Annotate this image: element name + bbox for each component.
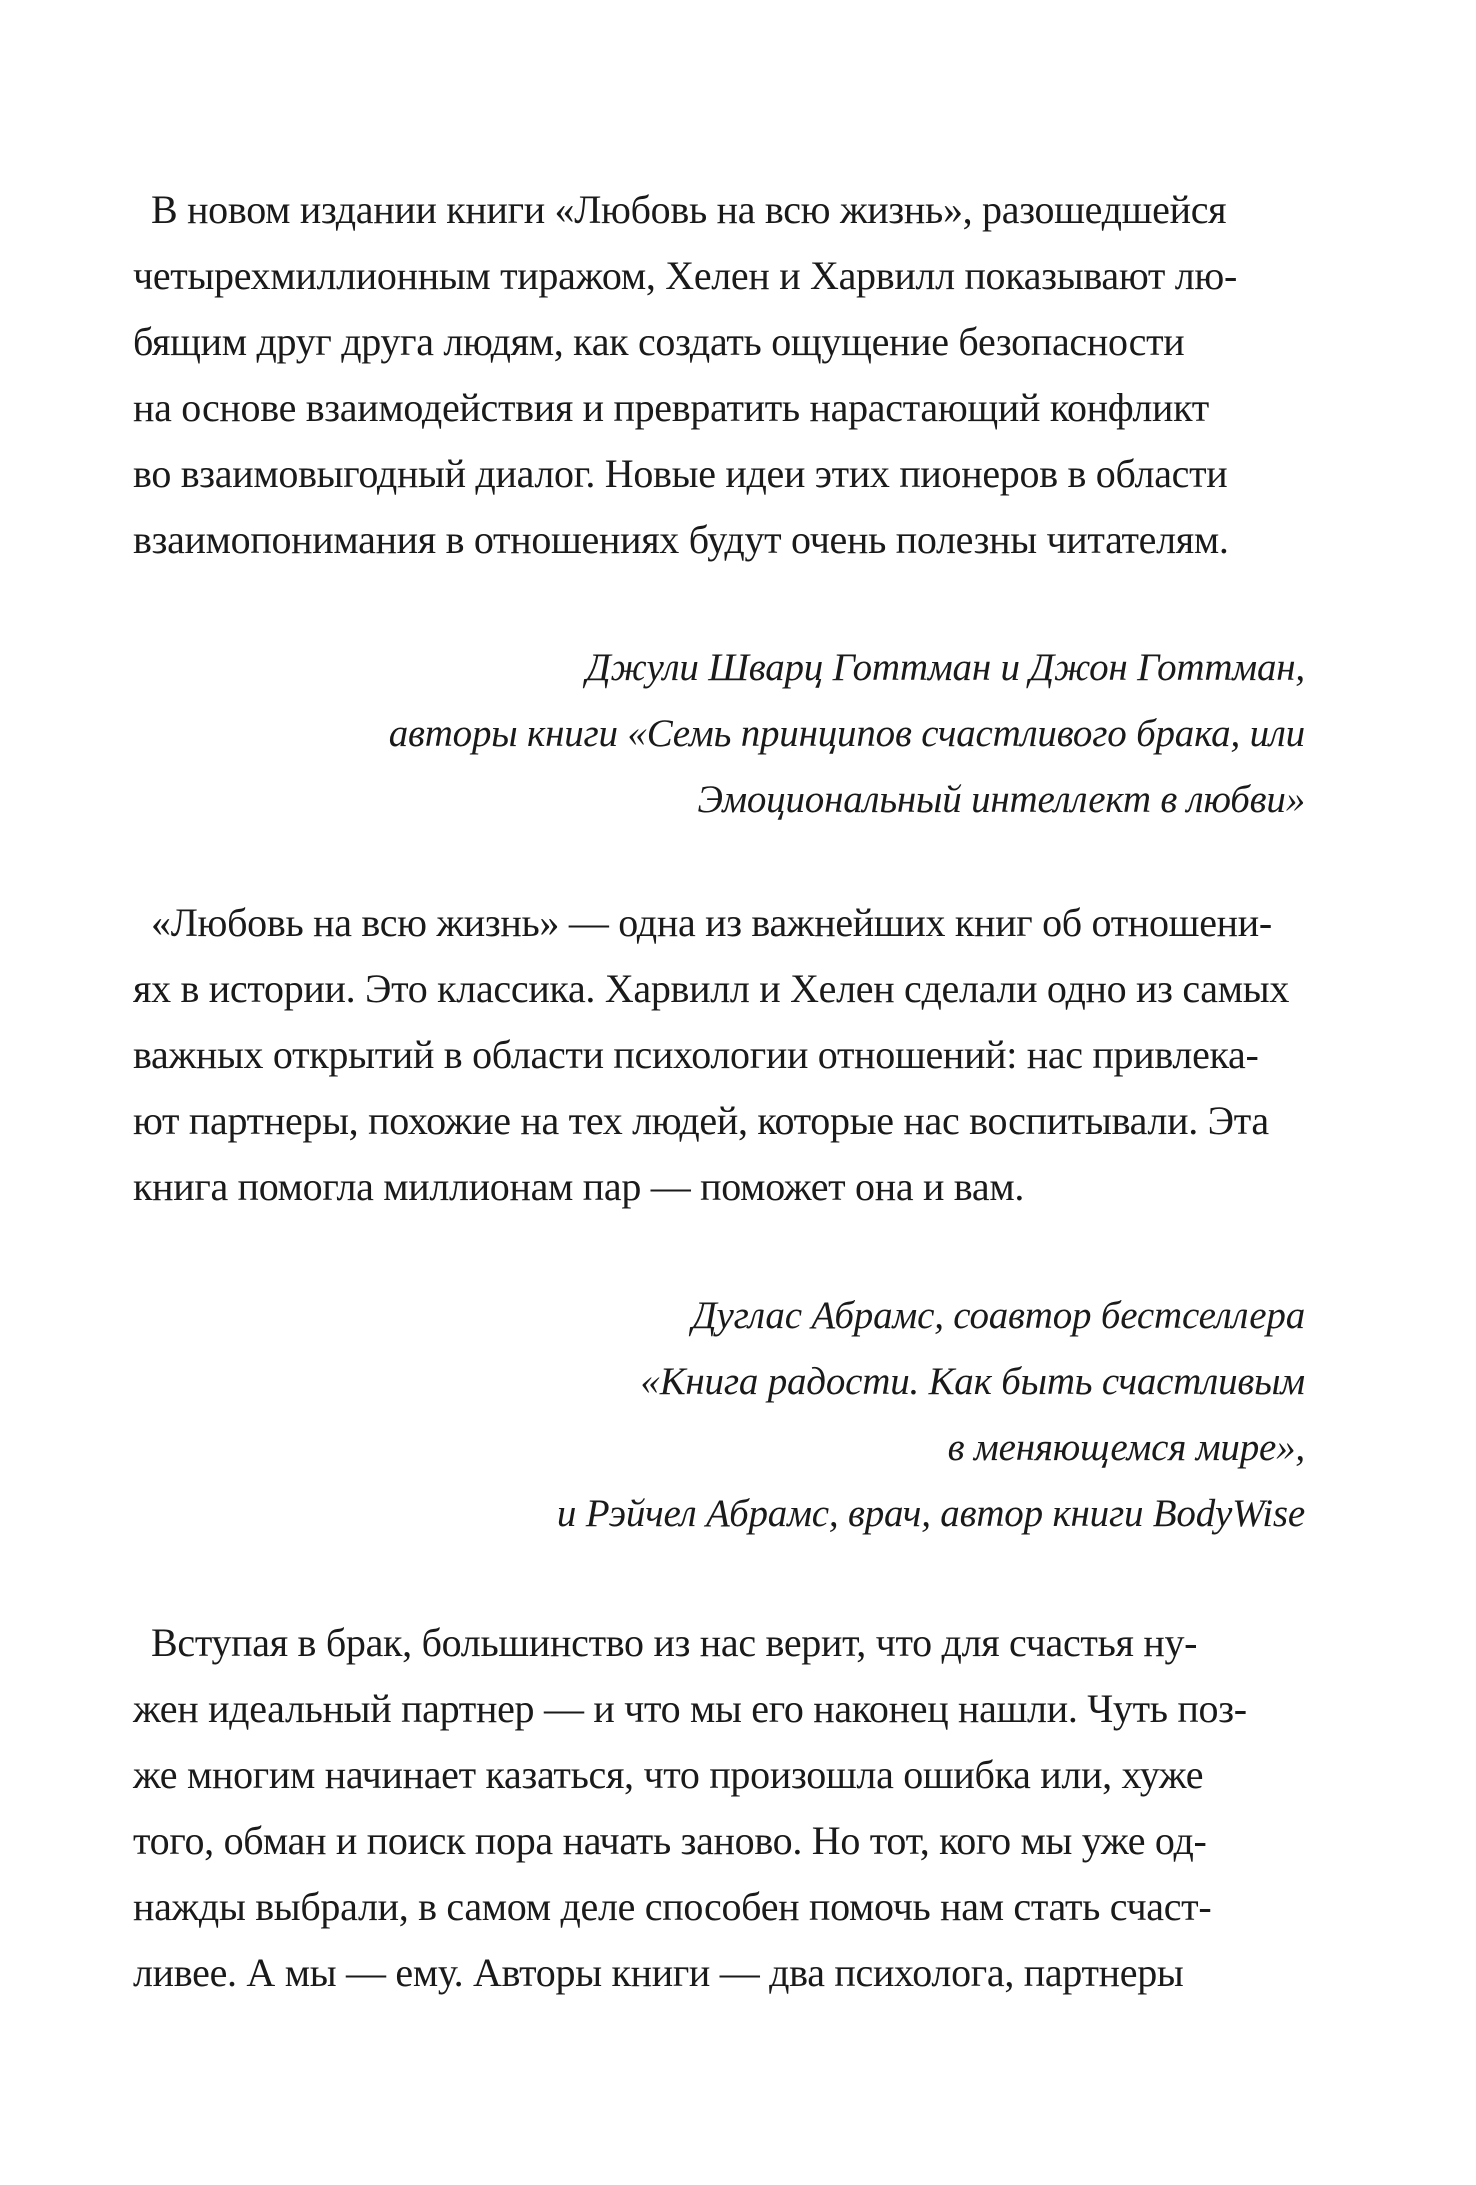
attribution-line: авторы книги «Семь принципов счастливого брака, или [388,712,1305,755]
text-line: на основе взаимодействия и превратить нарастающий конфликт [133,385,1209,430]
text-line: В новом издании книги «Любовь на всю жизнь», разошедшейся [151,187,1227,232]
text-line: нажды выбрали, в самом деле способен помочь нам стать счаст- [133,1884,1212,1929]
review-1-attribution [133,635,1348,833]
text-line: жен идеальный партнер — и что мы его наконец нашли. Чуть поз- [133,1686,1247,1731]
attribution-line: Джули Шварц Готтман и Джон Готтман, [585,646,1305,689]
text-line: того, обман и поиск пора начать заново. Но тот, кого мы уже од- [133,1818,1207,1863]
review-2-attribution [133,1283,1348,1547]
review-1-paragraph [133,177,1348,573]
attribution-line: Эмоциональный интеллект в любви» [697,778,1305,821]
text-line: ливее. А мы — ему. Авторы книги — два психолога, партнеры [133,1950,1184,1995]
attribution-line: Дуглас Абрамс, соавтор бестселлера [691,1294,1305,1337]
text-line: взаимопонимания в отношениях будут очень полезны читателям. [133,517,1229,562]
attribution-line: и Рэйчел Абрамс, врач, автор книги BodyWise [556,1492,1305,1535]
text-line: же многим начинает казаться, что произошла ошибка или, хуже [133,1752,1204,1797]
attribution-line: «Книга радости. Как быть счастливым [640,1360,1305,1403]
text-line: ях в истории. Это классика. Харвилл и Хелен сделали одно из самых [133,966,1290,1011]
text-line: важных открытий в области психологии отношений: нас привлека- [133,1032,1259,1077]
text-line: ют партнеры, похожие на тех людей, которые нас воспитывали. Эта [133,1098,1269,1143]
attribution-line: в меняющемся мире», [947,1426,1305,1469]
text-line: Вступая в брак, большинство из нас верит, что для счастья ну- [151,1620,1198,1665]
text-line: книга помогла миллионам пар — поможет она и вам. [133,1164,1025,1209]
annotation-paragraph [133,1610,1348,2006]
review-2-paragraph [133,890,1348,1220]
text-line: бящим друг друга людям, как создать ощущение безопасности [133,319,1185,364]
text-line: «Любовь на всю жизнь» — одна из важнейших книг об отношени- [151,900,1272,945]
text-line: во взаимовыгодный диалог. Новые идеи этих пионеров в области [133,451,1228,496]
text-line: четырехмиллионным тиражом, Хелен и Харвилл показывают лю- [133,253,1238,298]
